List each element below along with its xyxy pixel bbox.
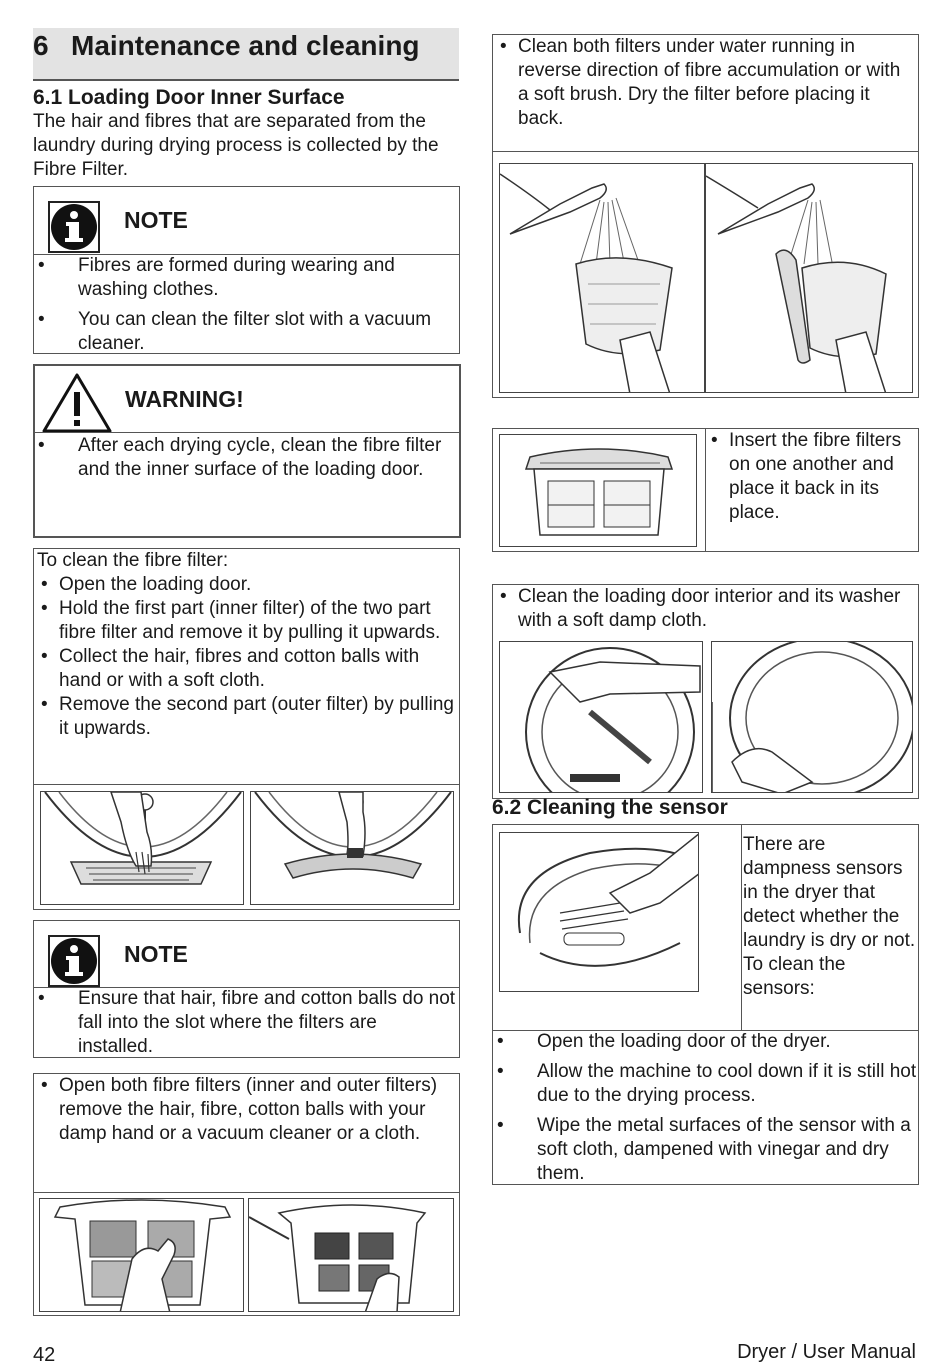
sensor-box xyxy=(492,824,919,1185)
illustration-rinse-filter xyxy=(499,163,705,393)
illustration-clean-filter-vacuum xyxy=(248,1198,454,1312)
note-item: • Ensure that hair, fibre and cotton balls do not fall into the slot where the filters are installed. xyxy=(34,987,456,1059)
rinse-filters-box xyxy=(492,34,919,398)
step-item: • Clean both filters under water running in reverse direction of fibre accumulation or with a soft brush. Dry the filter before placing it back. xyxy=(496,35,914,131)
divider xyxy=(34,784,459,785)
clean-filter-box xyxy=(33,548,460,910)
illustration-rinse-filter-reverse xyxy=(705,163,913,393)
illustration-sensor xyxy=(499,832,699,992)
open-filters-box xyxy=(33,1073,460,1316)
sensor-step: • Allow the machine to cool down if it is still hot due to the drying process. xyxy=(493,1060,917,1108)
note-heading: NOTE xyxy=(124,941,188,967)
note-item: • Fibres are formed during wearing and washing clothes. xyxy=(34,254,454,302)
chapter-header xyxy=(33,28,459,81)
step-item: • Collect the hair, fibres and cotton balls with hand or with a soft cloth. xyxy=(37,645,455,693)
info-icon xyxy=(48,935,100,987)
warning-triangle-icon xyxy=(41,372,113,434)
illustration-remove-inner-filter xyxy=(40,791,244,905)
manual-title: Dryer / User Manual xyxy=(737,1341,916,1363)
divider xyxy=(493,151,918,152)
illustration-door-washer xyxy=(711,641,913,793)
step-item: • Insert the fibre filters on one another and place it back in its place. xyxy=(707,429,915,525)
warning-item: • After each drying cycle, clean the fibre filter and the inner surface of the loading door. xyxy=(34,434,454,482)
step-item: • Remove the second part (outer filter) by pulling it upwards. xyxy=(37,693,455,741)
door-clean-box xyxy=(492,584,919,799)
divider xyxy=(35,432,459,433)
illustration-insert-filters xyxy=(499,434,697,547)
step-item: • Open both fibre filters (inner and outer filters) remove the hair, fibre, cotton balls with your damp hand or a vacuum cleaner or a cloth. xyxy=(37,1074,455,1146)
page-number: 42 xyxy=(33,1344,56,1366)
divider xyxy=(705,429,706,551)
sensor-lead: To clean the sensors: xyxy=(743,954,846,999)
note-box xyxy=(33,920,460,1058)
insert-filters-box xyxy=(492,428,919,552)
chapter-title: Maintenance and cleaning xyxy=(71,30,420,61)
illustration-door-interior xyxy=(499,641,703,793)
section-title: 6.2 Cleaning the sensor xyxy=(492,796,728,819)
sensor-step: • Open the loading door of the dryer. xyxy=(493,1030,917,1054)
info-icon xyxy=(48,201,100,253)
divider xyxy=(34,1192,459,1193)
note-item: • You can clean the filter slot with a vacuum cleaner. xyxy=(34,308,454,356)
section-title: 6.1 Loading Door Inner Surface xyxy=(33,86,345,109)
illustration-remove-outer-filter xyxy=(250,791,454,905)
section-intro: The hair and fibres that are separated from the laundry during drying process is collected by the Fibre Filter. xyxy=(33,111,439,180)
note-box xyxy=(33,186,460,354)
note-heading: NOTE xyxy=(124,207,188,233)
sensor-description: There are dampness sensors in the dryer that detect whether the laundry is dry or not. xyxy=(743,834,916,951)
divider xyxy=(741,825,742,1030)
step-item: • Hold the first part (inner filter) of the two part fibre filter and remove it by pulling it upwards. xyxy=(37,597,455,645)
warning-box xyxy=(33,364,461,538)
clean-filter-intro: To clean the fibre filter: xyxy=(37,550,229,571)
warning-heading: WARNING! xyxy=(125,386,244,412)
sensor-step: • Wipe the metal surfaces of the sensor with a soft cloth, dampened with vinegar and dry them. xyxy=(493,1114,917,1186)
step-item: • Clean the loading door interior and its washer with a soft damp cloth. xyxy=(496,585,914,633)
chapter-number: 6 xyxy=(33,30,49,61)
step-item: • Open the loading door. xyxy=(37,573,455,597)
illustration-clean-filter-hand xyxy=(39,1198,244,1312)
